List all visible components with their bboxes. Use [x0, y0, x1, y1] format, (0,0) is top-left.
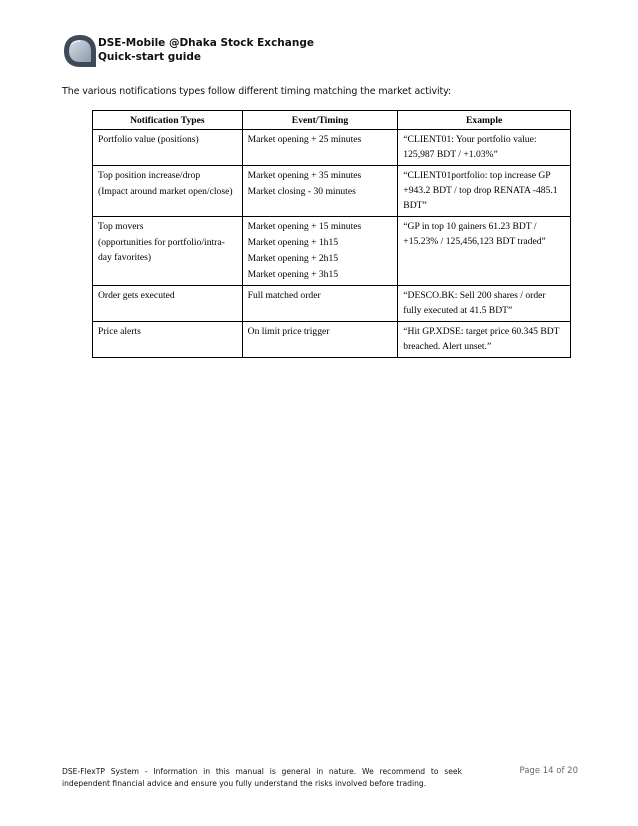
- cell-text: Market opening + 15 minutes: [247, 221, 362, 232]
- table-header-row: [93, 111, 571, 130]
- column-header-example: Example: [398, 111, 571, 130]
- dse-logo-icon: [62, 33, 98, 69]
- example-cell: “CLIENT01: Your portfolio value: 125,987 BDT / +1.03%”: [398, 130, 571, 166]
- cell-text: (Impact around market open/close): [98, 186, 233, 197]
- cell-text: Market opening + 35 minutes: [247, 170, 362, 181]
- example-cell: “GP in top 10 gainers 61.23 BDT / +15.23% / 125,456,123 BDT traded”: [398, 217, 571, 286]
- table-row: [93, 286, 571, 322]
- cell-text: Market opening + 1h15: [247, 237, 339, 248]
- table-row: [93, 166, 571, 217]
- event-timing-cell: [242, 286, 398, 322]
- cell-text: Market opening + 2h15: [247, 253, 339, 264]
- cell-text: On limit price trigger: [247, 326, 330, 337]
- table-row: [93, 130, 571, 166]
- cell-text: Market opening + 3h15: [247, 269, 339, 280]
- notification-type-cell: [93, 166, 243, 217]
- column-header-event-timing: Event/Timing: [242, 111, 398, 130]
- event-timing-cell: [242, 217, 398, 286]
- cell-text: Order gets executed: [98, 290, 175, 301]
- document-header: [62, 33, 362, 69]
- cell-text: Top movers: [98, 221, 144, 232]
- example-cell: “CLIENT01portfolio: top increase GP +943.2 BDT / top drop RENATA -485.1 BDT”: [398, 166, 571, 217]
- notification-type-cell: [93, 286, 243, 322]
- column-header-notification-types: Notification Types: [93, 111, 243, 130]
- example-cell: “DESCO.BK: Sell 200 shares / order fully executed at 41.5 BDT”: [398, 286, 571, 322]
- intro-paragraph: The various notifications types follow different timing matching the market activity:: [62, 86, 452, 97]
- cell-text: Portfolio value (positions): [98, 134, 199, 145]
- event-timing-cell: [242, 166, 398, 217]
- page-number: Page 14 of 20: [519, 766, 578, 776]
- cell-text: Market opening + 25 minutes: [247, 134, 362, 145]
- cell-text: Full matched order: [247, 290, 321, 301]
- cell-text: Price alerts: [98, 326, 141, 337]
- document-subtitle: Quick-start guide: [98, 51, 202, 63]
- table-row: [93, 217, 571, 286]
- cell-text: Top position increase/drop: [98, 170, 201, 181]
- notification-type-cell: [93, 130, 243, 166]
- cell-text: (opportunities for portfolio/intra-day favorites): [98, 237, 225, 263]
- notification-type-cell: [93, 217, 243, 286]
- cell-text: Market closing - 30 minutes: [247, 186, 356, 197]
- table-row: [93, 322, 571, 358]
- example-cell: “Hit GP.XDSE: target price 60.345 BDT breached. Alert unset.”: [398, 322, 571, 358]
- document-title: DSE-Mobile @Dhaka Stock Exchange: [98, 37, 314, 49]
- notification-type-cell: [93, 322, 243, 358]
- footer-disclaimer: DSE-FlexTP System - Information in this manual is general in nature. We recommend to seek independent financial advice and ensure you fully understand the risks involved before trading.: [62, 767, 462, 788]
- notification-types-table: [92, 110, 571, 358]
- event-timing-cell: [242, 322, 398, 358]
- event-timing-cell: [242, 130, 398, 166]
